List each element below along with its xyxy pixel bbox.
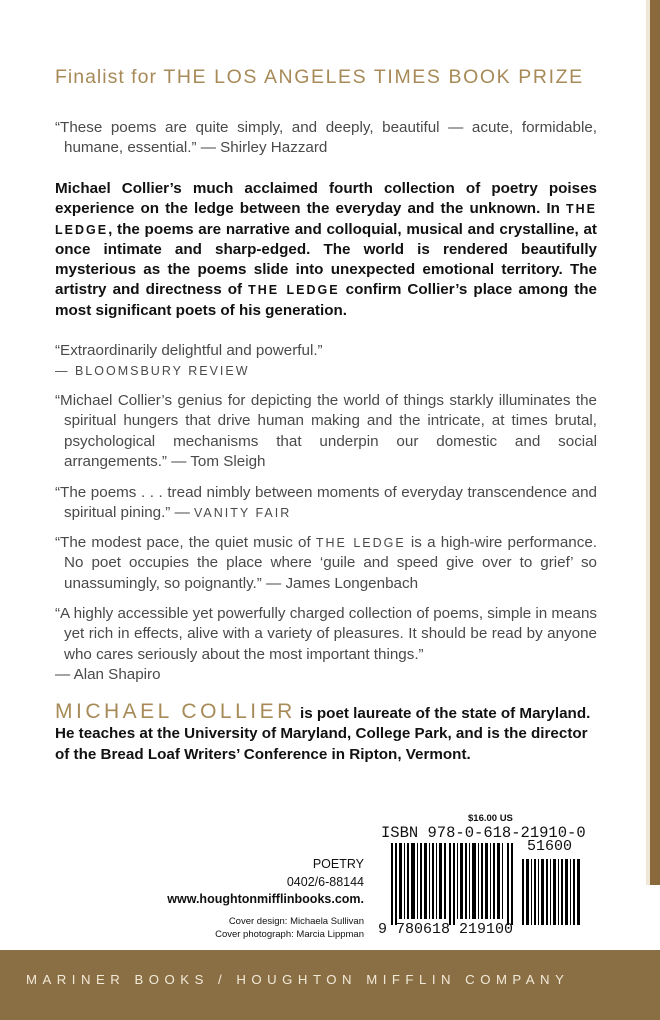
cover-photo-credit: Cover photograph: Marcia Lippman <box>215 929 364 940</box>
quote-vanity-fair-text: “The poems . . . tread nimbly between moments of everyday transcendence and spiritual pining.” — <box>55 484 597 522</box>
publisher-website: www.houghtonmifflinbooks.com. <box>167 892 364 906</box>
quote-shapiro-source: — Alan Shapiro <box>55 665 161 683</box>
quote-longenbach-block <box>55 533 597 594</box>
book-description <box>55 179 597 321</box>
author-bio <box>55 702 597 765</box>
ean-number: 9 780618 219100 <box>378 921 514 938</box>
quote-bloomsbury-source: — BLOOMSBURY REVIEW <box>55 364 250 379</box>
addon-price-code: 51600 <box>527 838 573 855</box>
catalog-info <box>287 856 364 891</box>
description-part1: Michael Collier’s much acclaimed fourth collection of poetry poises experience on the ledge between the everyday and the unknown. In <box>55 180 597 218</box>
description-title1: THE LEDGE <box>55 202 597 237</box>
quote-shapiro <box>55 604 597 685</box>
quote-shapiro-text: “A highly accessible yet powerfully charged collection of poems, simple in means yet rich in effects, alive with a variety of pleasures. It should be read by anyone who cares seriously about the most important things.” <box>55 605 597 663</box>
publisher-name: MARINER BOOKS / HOUGHTON MIFFLIN COMPANY <box>26 972 570 987</box>
prize-name: THE LOS ANGELES TIMES BOOK PRIZE <box>163 66 584 88</box>
quote-longenbach-title: THE LEDGE <box>315 536 406 550</box>
quote-hazzard-text: “These poems are quite simply, and deeply, beautiful — acute, formidable, humane, essential.” — Shirley Hazzard <box>55 119 597 157</box>
description-title2: THE LEDGE <box>248 283 340 298</box>
prize-line <box>55 66 615 89</box>
quote-hazzard <box>55 118 597 159</box>
price-label: $16.00 US <box>468 813 513 824</box>
quote-vanity-fair <box>55 483 597 524</box>
ean-barcode <box>391 843 513 925</box>
description-part2: , the poems are narrative and colloquial, musical and crystalline, at once intimate and sharp-edged. The world is rendered beautifully mysterious as the poems slide into unexpected emotional territory. The artistry and directness of <box>55 220 597 299</box>
quote-bloomsbury <box>55 341 597 382</box>
cover-design-credit: Cover design: Michaela Sullivan <box>228 916 364 927</box>
isbn-number: ISBN 978-0-618-21910-0 <box>381 824 586 842</box>
prize-prefix: Finalist for <box>55 66 164 88</box>
author-name: MICHAEL COLLIER <box>55 700 296 723</box>
author-bio-text: is poet laureate of the state of Maryland. He teaches at the University of Maryland, College Park, and is the director of the Bread Loaf Writers’ Conference in Ripton, Vermont. <box>55 705 591 763</box>
addon-barcode <box>522 859 582 925</box>
quote-bloomsbury-text: “Extraordinarily delightful and powerful.” <box>55 342 323 359</box>
quote-vanity-fair-source: VANITY FAIR <box>194 506 292 521</box>
quote-sleigh-text: “Michael Collier’s genius for depicting the world of things starkly illuminates the spiritual hungers that drive human making and the intricate, at times brutal, psychological mechanisms that underpin our domestic and social arrangements.” — Tom Sleigh <box>55 392 597 470</box>
quote-vanity-fair-block <box>55 483 597 524</box>
quote-longenbach <box>55 533 597 594</box>
catalog-code: 0402/6-88144 <box>286 874 364 889</box>
description-part3: confirm Collier’s place among the most significant poets of his generation. <box>55 281 597 319</box>
quote-longenbach-part1: “The modest pace, the quiet music of <box>55 534 316 551</box>
quote-longenbach-part2: is a high-wire performance. No poet occupies the place where ‘guile and speed give over to grief’ so unassumingly, so poignantly.” — James Longenbach <box>64 534 597 592</box>
cover-credits <box>215 915 364 941</box>
quote-sleigh <box>55 391 597 472</box>
spine-edge <box>650 0 660 885</box>
catalog-category: POETRY <box>312 857 364 871</box>
